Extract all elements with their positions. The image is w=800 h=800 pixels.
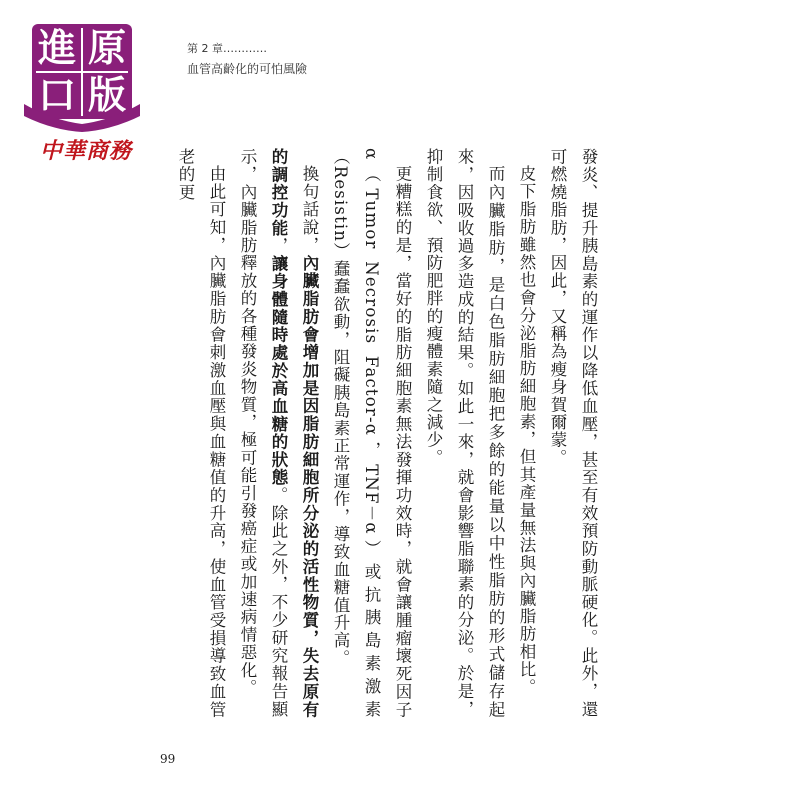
paragraph: 更糟糕的是，當好的脂肪細胞素無法發揮功效時，就會讓腫瘤壞死因子α（Tumor Necrosis Factor-α，TNF－α）或抗胰島素激素（Resistin）蠢蠢欲動，阻礙胰島素正常運作，導致血糖值升高。 — [331, 148, 412, 718]
import-original-badge — [22, 24, 144, 132]
badge-characters — [32, 24, 132, 119]
publisher-logo: 中華商務 — [40, 138, 133, 164]
text-run: 。除此之外，不少研究報告顯示，內臟脂肪釋放的各種發炎物質，極可能引發癌症或加速病情惡化。 — [238, 148, 288, 719]
bold-emphasis: 內臟脂肪會增加是因脂肪細胞所分泌的活性物質，失去原有的調控功能 — [269, 148, 319, 719]
paragraph: 而內臟脂肪，是白色脂肪細胞把多餘的能量以中性脂肪的形式儲存起來，因吸收過多造成的結果。如此一來，就會影響脂聯素的分泌。於是，抑制食欲、預防肥胖的瘦體素隨之減少。 — [424, 148, 505, 718]
badge-char-top-left: 進 — [37, 25, 76, 70]
page-number: 99 — [160, 752, 176, 766]
badge-char-bottom-right: 版 — [87, 73, 126, 118]
paragraph: 由此可知，內臟脂肪會刺激血壓與血糖值的升高，使血管受損導致血管老的更 — [176, 148, 226, 718]
badge-char-bottom-left: 口 — [37, 73, 76, 118]
paragraph: 發炎、提升胰島素的運作以降低血壓，甚至有效預防動脈硬化。此外，還可燃燒脂肪，因此，又稱為瘦身賀爾蒙。 — [548, 148, 598, 718]
chapter-label: 第 2 章………… — [187, 42, 267, 55]
chapter-title: 血管高齡化的可怕風險 — [187, 62, 308, 76]
paragraph — [232, 148, 325, 718]
badge-char-top-right: 原 — [87, 25, 126, 70]
text-run: 換句話說， — [300, 164, 319, 254]
text-run: ， — [269, 237, 288, 255]
bold-emphasis: 讓身體隨時處於高血糖的狀態 — [269, 254, 288, 487]
paragraph: 皮下脂肪雖然也會分泌脂肪細胞素，但其產量無法與內臟脂肪相比。 — [517, 164, 536, 696]
body-text — [176, 148, 604, 719]
